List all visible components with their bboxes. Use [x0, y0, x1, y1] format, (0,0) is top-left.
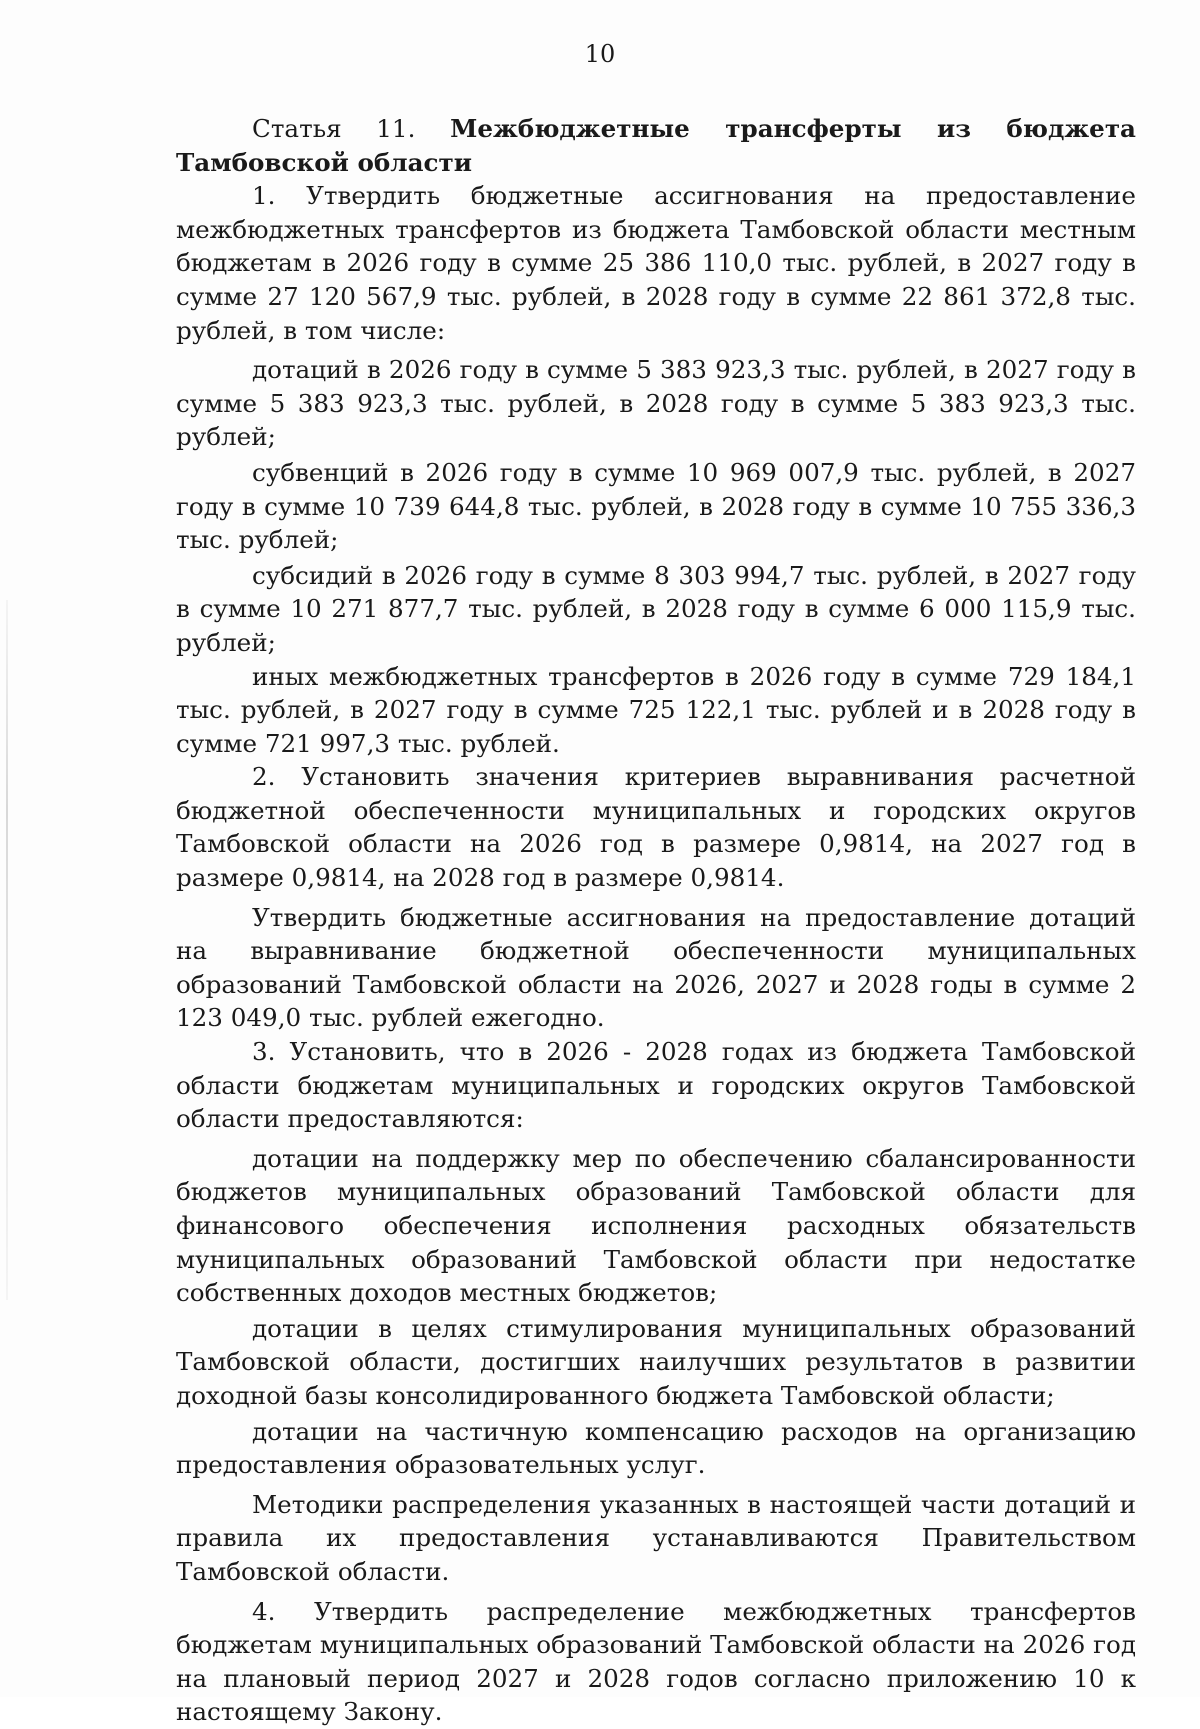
- paragraph-2: дотаций в 2026 году в сумме 5 383 923,3 тыс. рублей, в 2027 году в сумме 5 383 923,3 тыс. рублей, в 2028 году в сумме 5 383 923,3 тыс. рублей;: [176, 355, 1136, 452]
- article-title: Межбюджетные трансферты из бюджета Тамбовской области: [176, 114, 1136, 177]
- document-body: [176, 112, 1136, 1729]
- paragraph-9: дотации на поддержку мер по обеспечению сбалансированности бюджетов муниципальных образований Тамбовской области для финансового обеспечения исполнения расходных обязательств муниципальных образований Тамбовской области при недостатке собственных доходов местных бюджетов;: [176, 1143, 1136, 1308]
- paragraph-4: субсидий в 2026 году в сумме 8 303 994,7 тыс. рублей, в 2027 году в сумме 10 271 877,7 тыс. рублей, в 2028 году в сумме 6 000 115,9 тыс. рублей;: [176, 560, 1136, 657]
- paragraph-8: 3. Установить, что в 2026 - 2028 годах из бюджета Тамбовской области бюджетам муниципальных и городских округов Тамбовской области предоставляются:: [176, 1037, 1136, 1134]
- paragraph-13: 4. Утвердить распределение межбюджетных трансфертов бюджетам муниципальных образований Тамбовской области на 2026 год на плановый период 2027 и 2028 годов согласно приложению 10 к настоящему Закону.: [176, 1596, 1136, 1727]
- paragraph-11: дотации на частичную компенсацию расходов на организацию предоставления образовательных услуг.: [176, 1416, 1136, 1480]
- paragraph-7: Утвердить бюджетные ассигнования на предоставление дотаций на выравнивание бюджетной обеспеченности муниципальных образований Тамбовской области на 2026, 2027 и 2028 годы в сумме 2 123 049,0 тыс. рублей ежегодно.: [176, 902, 1136, 1033]
- article-label: Статья 11.: [252, 114, 416, 143]
- article-heading: [176, 112, 1136, 179]
- page-number: 10: [584, 40, 616, 68]
- paragraph-6: 2. Установить значения критериев выравнивания расчетной бюджетной обеспеченности муниципальных и городских округов Тамбовской области на 2026 год в размере 0,9814, на 2027 год в размере 0,9814, на 2028 год в размере 0,9814.: [176, 762, 1136, 893]
- paragraph-5: иных межбюджетных трансфертов в 2026 году в сумме 729 184,1 тыс. рублей, в 2027 году в сумме 725 122,1 тыс. рублей и в 2028 году в сумме 721 997,3 тыс. рублей.: [176, 661, 1136, 758]
- paragraph-1: 1. Утвердить бюджетные ассигнования на предоставление межбюджетных трансфертов из бюджета Тамбовской области местным бюджетам в 2026 году в сумме 25 386 110,0 тыс. рублей, в 2027 году в сумме 27 120 567,9 тыс. рублей, в 2028 году в сумме 22 861 372,8 тыс. рублей, в том числе:: [176, 181, 1136, 345]
- paragraph-3: субвенций в 2026 году в сумме 10 969 007,9 тыс. рублей, в 2027 году в сумме 10 739 644,8 тыс. рублей, в 2028 году в сумме 10 755 336,3 тыс. рублей;: [176, 457, 1136, 555]
- scan-edge-artifact: [6, 600, 8, 1300]
- paragraph-12: Методики распределения указанных в настоящей части дотаций и правила их предоставления устанавливаются Правительством Тамбовской области.: [176, 1489, 1136, 1586]
- paragraph-10: дотации в целях стимулирования муниципальных образований Тамбовской области, достигших наилучших результатов в развитии доходной базы консолидированного бюджета Тамбовской области;: [176, 1313, 1136, 1410]
